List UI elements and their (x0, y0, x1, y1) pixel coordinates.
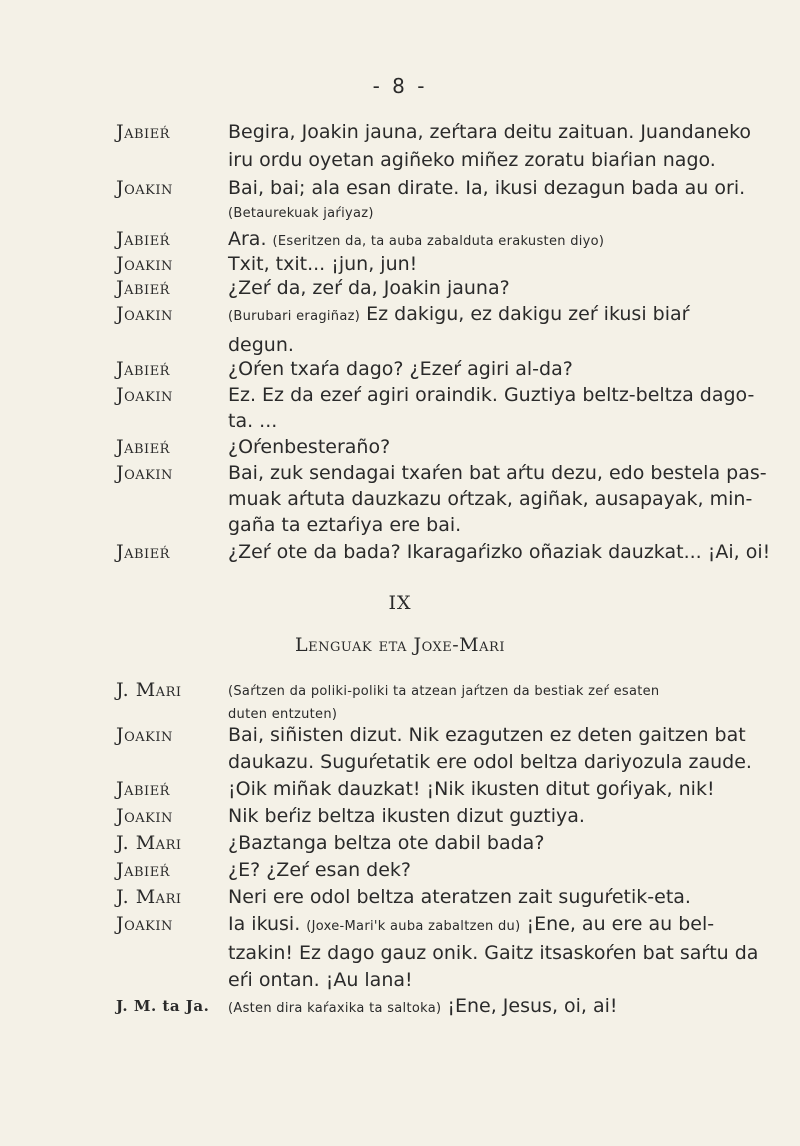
dialogue-line (0, 776, 800, 803)
speaker-label: Jabieŕ (116, 541, 170, 563)
dialogue-line (0, 252, 800, 276)
dialogue-text: ¿Oŕenbesteraño? (228, 436, 391, 458)
dialogue-line (0, 300, 800, 356)
speaker-label: Joakin (116, 253, 173, 275)
dialogue-text: muak aŕtuta dauzkazu oŕtzak, agiñak, ausapayak, min- (228, 488, 753, 510)
dialogue-line (0, 174, 800, 202)
dialogue-text: Ez. Ez da ezeŕ agiri oraindik. Guztiya beltz-beltza dago- (228, 384, 755, 406)
stage-direction: (Joxe-Mari'k auba zabaltzen du) (306, 919, 521, 934)
stage-direction: (Asten dira kaŕaxika ta saltoka) (228, 1001, 442, 1016)
dialogue-text: tzakin! Ez dago gauz onik. Gaitz itsaskoŕen bat saŕtu da (228, 942, 759, 964)
dialogue-text: Txit, txit... ¡jun, jun! (228, 253, 418, 275)
stage-direction: duten entzuten) (228, 707, 338, 722)
page-number: - 8 - (372, 74, 428, 98)
speaker-label: Joakin (116, 384, 173, 406)
dialogue-line (0, 676, 800, 722)
dialogue-text: Begira, Joakin jauna, zeŕtara deitu zaituan. Juandaneko (228, 121, 752, 143)
dialogue-text: ¿Baztanga beltza ote dabil bada? (228, 832, 545, 854)
stage-direction: (Saŕtzen da poliki-poliki ta atzean jaŕtzen da bestiak zeŕ esaten (228, 684, 660, 699)
dialogue-text: Ara. (228, 228, 267, 250)
dialogue-text: Bai, bai; ala esan dirate. Ia, ikusi dezagun bada au ori. (228, 177, 746, 199)
dialogue-text: Neri ere odol beltza ateratzen zait suguŕetik-eta. (228, 886, 691, 908)
dialogue-line (0, 722, 800, 776)
speaker-label: Jabieŕ (116, 228, 170, 250)
speaker-label: Joakin (116, 724, 173, 746)
speaker-label: Jabieŕ (116, 121, 170, 143)
speaker-label: Jabieŕ (116, 436, 170, 458)
dialogue-line (0, 857, 800, 884)
dialogue-text: ¡Ene, Jesus, oi, ai! (447, 995, 618, 1017)
speaker-label: Jabieŕ (116, 358, 170, 380)
dialogue-text: ta. ... (228, 410, 278, 432)
speaker-label: Joakin (116, 177, 173, 199)
dialogue-line (0, 356, 800, 382)
speaker-label: Jabieŕ (116, 778, 170, 800)
dialogue-line (0, 460, 800, 538)
speaker-label: Joakin (116, 913, 173, 935)
dialogue-text: Ia ikusi. (228, 913, 301, 935)
dialogue-text: Bai, zuk sendagai txaŕen bat aŕtu dezu, edo bestela pas- (228, 462, 767, 484)
dialogue-text: ¿Zeŕ da, zeŕ da, Joakin jauna? (228, 277, 510, 299)
dialogue-text: ¿Oŕen txaŕa dago? ¿Ezeŕ agiri al-da? (228, 358, 573, 380)
speaker-label: Jabieŕ (116, 277, 170, 299)
dialogue-line (0, 992, 800, 1020)
dialogue-text: gaña ta eztaŕiya ere bai. (228, 514, 462, 536)
dialogue-text: Ez dakigu, ez dakigu zeŕ ikusi biaŕ (366, 303, 690, 325)
dialogue-block-1 (0, 118, 800, 566)
dialogue-line (0, 830, 800, 857)
dialogue-text: ¿E? ¿Zeŕ esan dek? (228, 859, 412, 881)
dialogue-line (0, 434, 800, 460)
dialogue-text: degun. (228, 334, 294, 356)
speaker-label: J. Mari (116, 886, 182, 908)
speaker-label: J. Mari (116, 679, 182, 701)
dialogue-line (0, 911, 800, 992)
speaker-label: J. Mari (116, 832, 182, 854)
dialogue-text: Bai, siñisten dizut. Nik ezagutzen ez deten gaitzen bat (228, 724, 746, 746)
dialogue-line (0, 884, 800, 911)
dialogue-line (0, 538, 800, 566)
dialogue-text: iru ordu oyetan agiñeko miñez zoratu biaŕian nago. (228, 149, 716, 171)
speaker-label: Joakin (116, 303, 173, 325)
dialogue-text: ¿Zeŕ ote da bada? Ikaragaŕizko oñaziak dauzkat... ¡Ai, oi! (228, 541, 771, 563)
speaker-label: Joakin (116, 805, 173, 827)
dialogue-line (0, 226, 800, 252)
dialogue-line (0, 276, 800, 300)
dialogue-line (0, 118, 800, 174)
dialogue-text: ¡Ene, au ere au bel- (526, 913, 715, 935)
dialogue-text: ¡Oik miñak dauzkat! ¡Nik ikusten ditut goŕiyak, nik! (228, 778, 715, 800)
stage-direction: (Betaurekuak jaŕiyaz) (228, 206, 374, 221)
dialogue-line (0, 382, 800, 434)
dialogue-text: daukazu. Suguŕetatik ere odol beltza dariyozula zaude. (228, 751, 752, 773)
stage-direction: (Eseritzen da, ta auba zabalduta erakusten diyo) (272, 234, 605, 249)
stage-direction: (Burubari eragiñaz) (228, 309, 361, 324)
speaker-label: Jabieŕ (116, 859, 170, 881)
stage-direction-line (0, 202, 800, 226)
section-title: Lenguak eta Joxe-Mari (295, 634, 505, 656)
dialogue-text: eŕi ontan. ¡Au lana! (228, 969, 413, 991)
dialogue-line (0, 803, 800, 830)
dialogue-block-2 (0, 676, 800, 1020)
speaker-label: J. M. ta Ja. (116, 997, 210, 1015)
section-number: IX (388, 592, 412, 614)
dialogue-text: Nik beŕiz beltza ikusten dizut guztiya. (228, 805, 585, 827)
speaker-label: Joakin (116, 462, 173, 484)
